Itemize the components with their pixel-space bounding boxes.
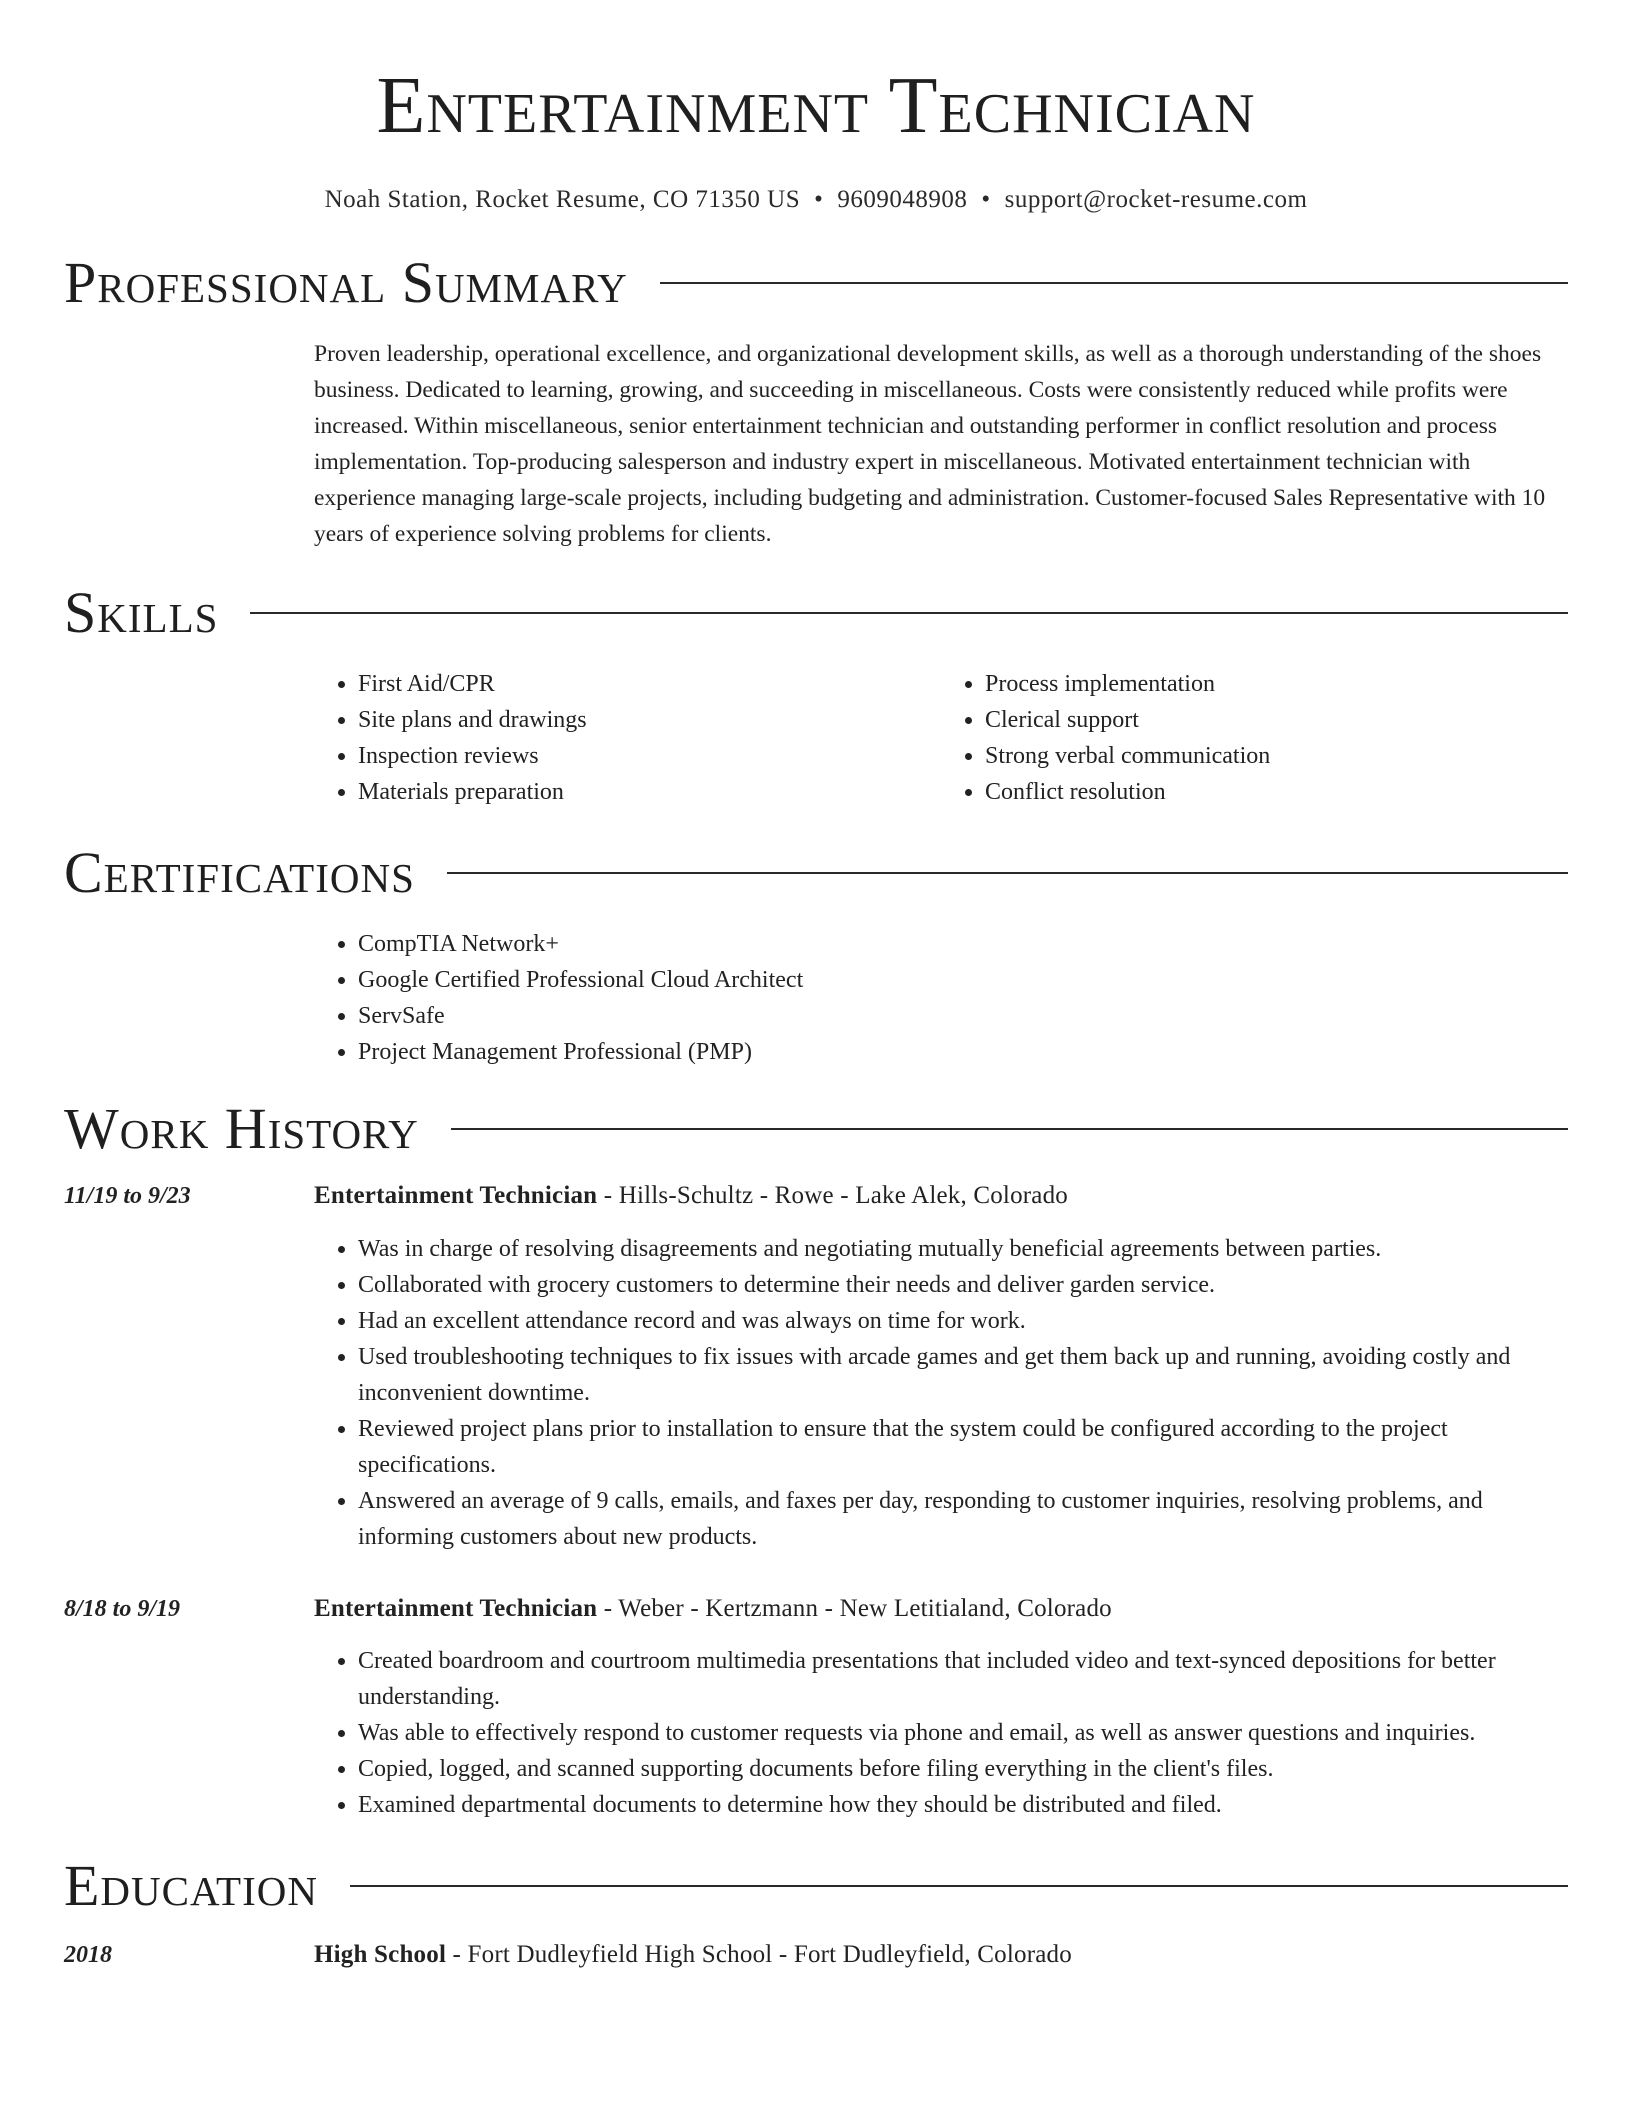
job-bullet: • Was able to effectively respond to customer requests via phone and email, as well as answer questions and inquiries.	[358, 1715, 1568, 1751]
job-title: Entertainment Technician	[314, 1182, 598, 1209]
job-bullet: • Used troubleshooting techniques to fix issues with arcade games and get them back up and running, avoiding costly and inconvenient downtime.	[358, 1339, 1568, 1411]
job-dates: 11/19 to 9/23	[64, 1183, 191, 1209]
section-divider	[451, 1128, 1568, 1130]
summary-text: Proven leadership, operational excellence, and organizational development skills, as well as a thorough understanding of the shoes business. Dedicated to learning, growing, and succeeding in miscellaneous. Costs were consistently reduced while profits were increased. Within miscellaneous, senior entertainment technician and outstanding performer in conflict resolution and process implementation. Top-producing salesperson and industry expert in miscellaneous. Motivated entertainment technician with experience managing large-scale projects, including budgeting and administration. Customer-focused Sales Representative with 10 years of experience solving problems for clients.	[314, 341, 1546, 547]
certifications-heading: Certifications	[64, 840, 415, 905]
job-bullet: • Examined departmental documents to determine how they should be distributed and filed.	[358, 1787, 1568, 1823]
job-bullets	[314, 1231, 1568, 1555]
job-title: Entertainment Technician	[314, 1595, 598, 1622]
certifications-list	[314, 926, 1568, 1070]
separator-dot: •	[981, 186, 991, 213]
resume-page	[64, 0, 1568, 1973]
education-heading: Education	[64, 1853, 318, 1918]
certification-item: • Google Certified Professional Cloud Architect	[358, 962, 1568, 998]
address: Noah Station, Rocket Resume, CO 71350 US	[324, 186, 801, 213]
education-section-header	[64, 1853, 1568, 1919]
certifications-block	[314, 926, 1568, 1070]
education-line	[314, 1937, 1568, 1973]
section-divider	[660, 282, 1568, 284]
job-title-line	[314, 1591, 1568, 1627]
summary-section-header	[64, 250, 1568, 316]
job-body	[314, 1178, 1568, 1555]
job-employer: - Weber - Kertzmann - New Letitialand, Colorado	[597, 1595, 1112, 1622]
skills-section-header	[64, 580, 1568, 646]
contact-line	[64, 184, 1568, 216]
certification-item: • ServSafe	[358, 998, 1568, 1034]
job-bullet: • Copied, logged, and scanned supporting documents before filing everything in the client's files.	[358, 1751, 1568, 1787]
education-year: 2018	[64, 1942, 112, 1968]
education-entry	[64, 1937, 1568, 1973]
skill-item: • Inspection reviews	[358, 738, 941, 774]
skill-item: • Conflict resolution	[985, 774, 1568, 810]
job-body	[314, 1591, 1568, 1823]
job-bullet: • Had an excellent attendance record and was always on time for work.	[358, 1303, 1568, 1339]
job-bullet: • Reviewed project plans prior to installation to ensure that the system could be configured according to the project specifications.	[358, 1411, 1568, 1483]
skill-item: • First Aid/CPR	[358, 666, 941, 702]
job-bullet: • Created boardroom and courtroom multimedia presentations that included video and text-synced depositions for better understanding.	[358, 1643, 1568, 1715]
job-entry	[64, 1178, 1568, 1555]
education-degree: High School	[314, 1941, 447, 1968]
skills-list-left	[314, 666, 941, 810]
skills-list-right	[941, 666, 1568, 810]
skill-item: • Clerical support	[985, 702, 1568, 738]
education-body	[314, 1937, 1568, 1973]
skill-item: • Strong verbal communication	[985, 738, 1568, 774]
section-divider	[250, 612, 1568, 614]
section-divider	[350, 1885, 1568, 1887]
email: support@rocket-resume.com	[1004, 186, 1308, 213]
skills-heading: Skills	[64, 580, 219, 645]
job-bullets	[314, 1643, 1568, 1823]
section-divider	[447, 872, 1568, 874]
job-bullet: • Collaborated with grocery customers to determine their needs and deliver garden service.	[358, 1267, 1568, 1303]
certifications-section-header	[64, 840, 1568, 906]
skill-item: • Site plans and drawings	[358, 702, 941, 738]
skill-item: • Process implementation	[985, 666, 1568, 702]
work-section-header	[64, 1096, 1568, 1162]
job-employer: - Hills-Schultz - Rowe - Lake Alek, Colorado	[597, 1182, 1069, 1209]
certification-item: • Project Management Professional (PMP)	[358, 1034, 1568, 1070]
work-heading: Work History	[64, 1096, 419, 1161]
skills-grid	[314, 666, 1568, 810]
separator-dot: •	[814, 186, 824, 213]
certification-item: • CompTIA Network+	[358, 926, 1568, 962]
skill-item: • Materials preparation	[358, 774, 941, 810]
phone: 9609048908	[837, 186, 968, 213]
job-title-line	[314, 1178, 1568, 1214]
job-bullet: • Answered an average of 9 calls, emails, and faxes per day, responding to customer inquiries, resolving problems, and informing customers about new products.	[358, 1483, 1568, 1555]
summary-heading: Professional Summary	[64, 250, 628, 315]
job-entry	[64, 1591, 1568, 1823]
job-bullet: • Was in charge of resolving disagreements and negotiating mutually beneficial agreements between parties.	[358, 1231, 1568, 1267]
resume-name: Entertainment Technician	[376, 62, 1256, 150]
education-school: - Fort Dudleyfield High School - Fort Dudleyfield, Colorado	[446, 1941, 1072, 1968]
summary-block	[314, 336, 1568, 552]
job-dates: 8/18 to 9/19	[64, 1596, 181, 1622]
